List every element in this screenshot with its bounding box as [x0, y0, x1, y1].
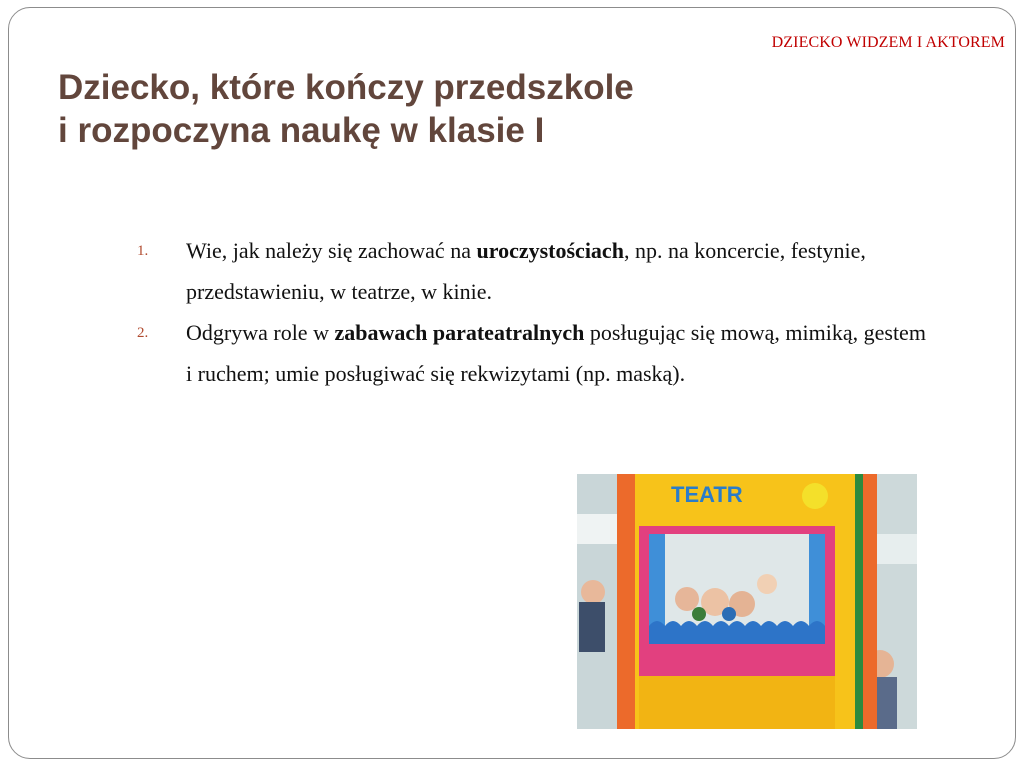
slide — [8, 7, 1016, 759]
text-segment: Odgrywa role w — [186, 320, 335, 345]
photo-sign-text: TEATR — [671, 482, 743, 507]
title-line-2: i rozpoczyna naukę w klasie I — [58, 111, 545, 150]
bold-text: zabawach parateatralnych — [334, 320, 585, 345]
text-segment: Wie, jak należy się zachować na — [186, 238, 477, 263]
title-line-1: Dziecko, które kończy przedszkole — [58, 68, 634, 107]
list-number: 1. — [137, 243, 149, 259]
bold-text: uroczystościach — [476, 238, 624, 263]
numbered-list — [137, 230, 937, 394]
list-number: 2. — [137, 325, 149, 341]
header-tag: DZIECKO WIDZEM I AKTOREM — [771, 34, 1005, 51]
list-item — [137, 312, 937, 394]
text-segment: posługując się mową, mimiką, gestem i ruchem; umie posługiwać się rekwizytami (np. maską). — [186, 320, 926, 386]
puppet-theatre-photo — [577, 474, 917, 729]
list-text — [186, 230, 926, 312]
list-text — [186, 312, 926, 394]
slide-title — [58, 66, 958, 152]
photo-illustration — [577, 474, 917, 729]
text-segment: , np. na koncercie, festynie, przedstawieniu, w teatrze, w kinie. — [186, 238, 866, 304]
list-item — [137, 230, 937, 312]
